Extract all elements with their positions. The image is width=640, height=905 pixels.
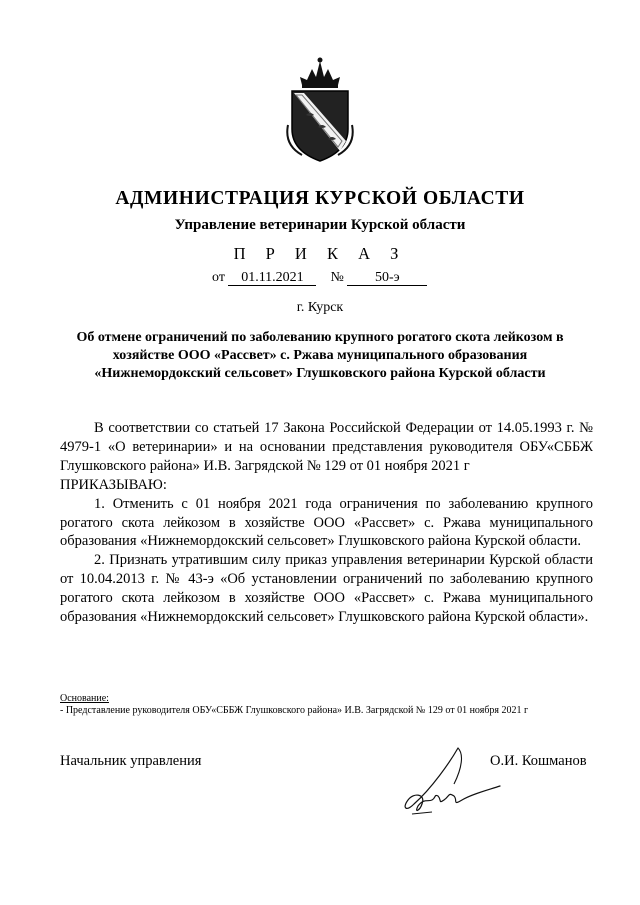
handwritten-signature-icon bbox=[392, 744, 502, 822]
basis-label: Основание: bbox=[60, 693, 109, 704]
order-subject: Об отмене ограничений по заболеванию крупного рогатого скота лейкозом в хозяйстве ООО «Рассвет» с. Ржава муниципального образования «Нижнемордокский сельсовет» Глушковского района Курской области bbox=[76, 330, 564, 381]
department-title: Управление ветеринарии Курской области bbox=[174, 217, 466, 233]
city: г. Курск bbox=[296, 300, 344, 315]
order-item-2: 2. Признать утратившим силу приказ управления ветеринарии Курской области от 10.04.2013 г. № 43-э «Об установлении ограничений по заболеванию крупного рогатого скота лейкозом в хозяйстве ООО «Рассвет» с. Ржава муниципального образования «Нижнемордокский сельсовет» Глушковского района Курской области». bbox=[60, 552, 593, 626]
kursk-coat-of-arms-icon bbox=[280, 55, 360, 167]
number-prefix: № bbox=[330, 270, 344, 285]
order-number: 50-э bbox=[347, 271, 427, 286]
basis-section bbox=[60, 693, 600, 717]
order-item-1: 1. Отменить с 01 ноября 2021 года ограничения по заболеванию крупного рогатого скота лейкозом в хозяйстве ООО «Рассвет» с. Ржава муниципального образования «Нижнемордокский сельсовет» Глушковского района Курской области. bbox=[60, 495, 593, 550]
date-prefix: от bbox=[212, 270, 225, 285]
order-reference bbox=[212, 270, 427, 286]
order-body bbox=[60, 419, 593, 627]
signatory-title: Начальник управления bbox=[60, 753, 202, 769]
order-word: ПРИКАЗЫВАЮ: bbox=[60, 476, 167, 493]
organization-title: АДМИНИСТРАЦИЯ КУРСКОЙ ОБЛАСТИ bbox=[115, 188, 525, 209]
basis-text: - Представление руководителя ОБУ«СББЖ Глушковского района» И.В. Загрядской № 129 от 01 ноября 2021 г bbox=[60, 705, 529, 716]
preamble: В соответствии со статьей 17 Закона Российской Федерации от 14.05.1993 г. № 4979-1 «О ветеринарии» и на основании представления руководителя ОБУ«СББЖ Глушковского района» И.В. Загрядской № 129 от 01 ноября 2021 г bbox=[60, 420, 593, 474]
document-type: П Р И К А З bbox=[233, 244, 407, 263]
signatory-name: О.И. Кошманов bbox=[490, 753, 587, 769]
order-date: 01.11.2021 bbox=[228, 271, 316, 286]
